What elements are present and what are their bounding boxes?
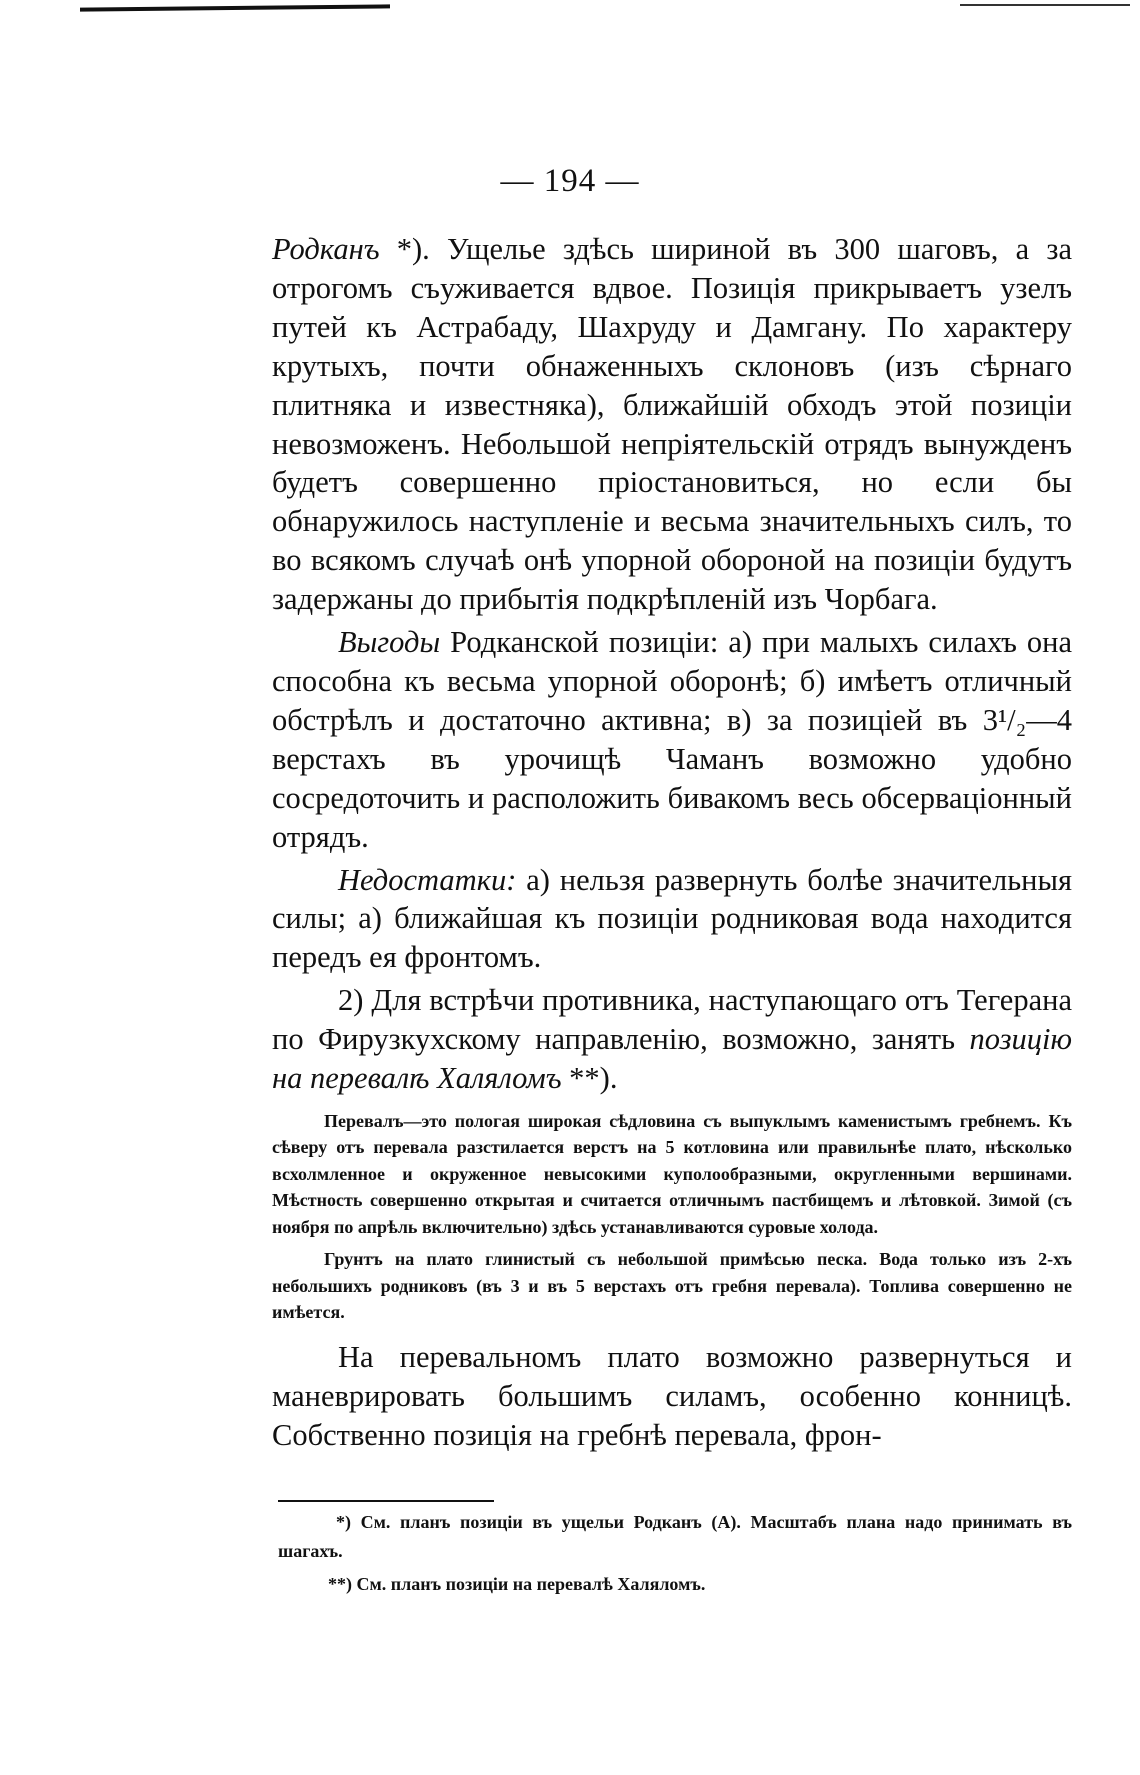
paragraph-text: Родканской позиціи: а) при малыхъ силахъ она способна къ весьма упорной оборонѣ; б) имѣетъ отличный обстрѣлъ и достаточно активна; в) за позиціей въ 3¹/₂—4 верстахъ въ урочищѣ Чаманъ возможно удобно сосредоточить и расположить бивакомъ весь обсерваціонный отрядъ. — [272, 625, 1072, 854]
paragraph-text: **). — [561, 1061, 618, 1096]
paragraph-advantages — [272, 623, 1072, 856]
paragraph-khalyalom — [272, 981, 1072, 1098]
paragraph-plateau: На перевальномъ плато возможно развернуться и маневрировать большимъ силамъ, особенно конницѣ. Собственно позиція на гребнѣ перевала, фрон- — [272, 1339, 1072, 1452]
paragraph-rodkan — [272, 230, 1072, 619]
small-note-pass: Перевалъ—это пологая широкая сѣдловина съ выпуклымъ каменистымъ гребнемъ. Къ сѣверу отъ перевала разстилается верстъ на 5 котловина или правильнѣе плато, нѣсколько всхолмленное и окруженное невысокими куполообразными, округленными вершинами. Мѣстность совершенно открытая и считается отличнымъ пастбищемъ и лѣтовкой. Зимой (съ ноября по апрѣль включительно) здѣсь устанавливаются суровые холода. — [272, 1110, 1072, 1237]
footnote-divider — [278, 1500, 494, 1502]
footnotes — [278, 1508, 1072, 1599]
paragraph-text: *). Ущелье здѣсь шириной въ 300 шаговъ, а за отрогомъ съуживается вдвое. Позиція прикрываетъ узелъ путей къ Астрабаду, Шахруду и Дамгану. По характеру крутыхъ, почти обнаженныхъ склоновъ (изъ сѣрнаго плитняка и известняка), ближайшій обходъ этой позиціи невозможенъ. Небольшой непріятельскій отрядъ вынужденъ будетъ совершенно пріостановиться, но если бы обнаружилось наступленіе и весьма значительныхъ силъ, то во всякомъ случаѣ онѣ упорной обороной на позиціи будутъ задержаны до прибытія подкрѣпленій изъ Чорбага. — [272, 232, 1072, 617]
main-text — [272, 230, 1072, 1455]
footnote-2: **) См. планъ позиціи на перевалѣ Халяломъ. — [328, 1574, 706, 1594]
small-note-soil: Грунтъ на плато глинистый съ небольшой примѣсью песка. Вода только изъ 2-хъ небольшихъ родниковъ (въ 3 и въ 5 верстахъ отъ гребня перевала). Топлива совершенно не имѣется. — [272, 1249, 1072, 1323]
scan-edge-mark-right — [960, 4, 1130, 6]
scan-edge-mark-left — [80, 4, 390, 11]
paragraph-text: 2) Для встрѣчи противника, наступающаго отъ Тегерана по Фирузкухскому направленію, возможно, занять — [272, 983, 1072, 1057]
advantages-heading: Выгоды — [338, 625, 441, 660]
position-name-italic: позицію на перевалѣ Халяломъ — [272, 1022, 1072, 1096]
footnote-1: *) См. планъ позиціи въ ущельи Родканъ (А). Масштабъ плана надо принимать въ шагахъ. — [278, 1512, 1072, 1561]
paragraph-disadvantages — [272, 861, 1072, 978]
paragraph-text: а) нельзя развернуть болѣе значительныя силы; а) ближайшая къ позиціи родниковая вода находится передъ ея фронтомъ. — [272, 862, 1072, 975]
disadvantages-heading: Недостатки: — [338, 862, 517, 897]
page-number: — 194 — — [500, 163, 640, 199]
place-name-italic: Родканъ — [272, 232, 380, 266]
